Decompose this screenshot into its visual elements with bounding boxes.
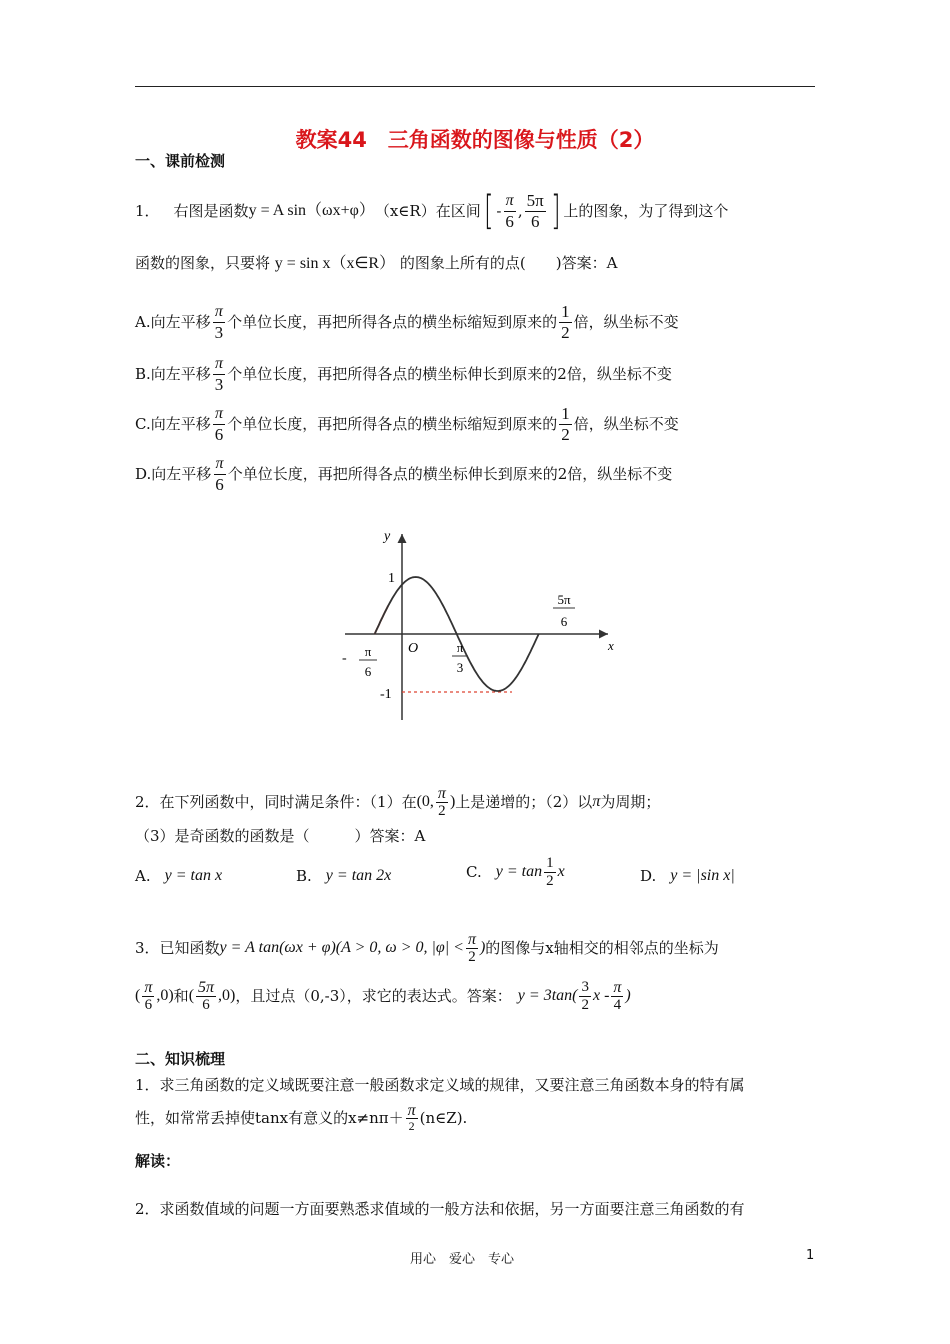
q2-line1-c: 为周期； bbox=[600, 793, 661, 811]
interval-lo-sign: - bbox=[496, 202, 502, 220]
q2-option-c: C. y = tan $\frac{1}{2}$ x bbox=[466, 854, 565, 889]
tick-neg-pi6-den: 6 bbox=[364, 664, 372, 679]
q1-text-b: （x∈R）在区间 bbox=[374, 202, 481, 220]
q3-func: y = A tan(ωx + φ)(A > 0, ω > 0, |φ| < bbox=[219, 939, 464, 956]
q3-line1-a: 3．已知函数 bbox=[135, 939, 220, 957]
q1-line2-b: 的图象上所有的点( )答案：A bbox=[399, 254, 618, 272]
sine-graph bbox=[340, 520, 620, 730]
q3-line1: 3．已知函数 y = A tan(ωx + φ)(A > 0, ω > 0, |φ| < $\frac{\pi}{2}$ ) 的图像与x轴相交的相邻点的坐标为 bbox=[135, 930, 719, 965]
q3-line2: ( $\frac{\pi}{6}$ ,0) 和 ( $\frac{5\pi}{6}$ ,0) ，且过点（0,-3），求它的表达式。答案： y = 3tan( $\frac{3}{2}$ x - $\frac{\pi}{4}$ ) bbox=[135, 978, 631, 1013]
q3-line2-b: ，且过点（0,-3），求它的表达式。答案： bbox=[235, 987, 512, 1005]
section-heading-2: 二、知识梳理 bbox=[135, 1050, 226, 1068]
tick-5pi6-num: 5π bbox=[557, 592, 571, 607]
section-heading-1: 一、课前检测 bbox=[135, 152, 226, 170]
q1-option-a: A.向左平移 $\frac{\pi}{3}$ 个单位长度，再把所得各点的横坐标缩短到原来的 $\frac{1}{2}$ 倍，纵坐标不变 bbox=[135, 301, 679, 342]
page-footer: 用心 爱心 专心 bbox=[410, 1252, 515, 1267]
q2-option-b: B. y = tan 2x bbox=[296, 867, 392, 885]
q1-option-b: B.向左平移 $\frac{\pi}{3}$ 个单位长度，再把所得各点的横坐标伸长到原来的2倍，纵坐标不变 bbox=[135, 354, 672, 394]
k1-line2: 性，如常常丢掉使tanx有意义的x≠nπ＋ $\frac{\pi}{2}$ (n∈Z). bbox=[135, 1101, 468, 1133]
y-axis-label: y bbox=[384, 529, 391, 544]
interval-lo-fraction: $\frac{\pi}{6}$ bbox=[505, 191, 514, 231]
q1-line1: 1． 右图是函数 y = A sin（ωx+φ） （x∈R）在区间 [ - $\frac{\pi}{6}$ , $\frac{5\pi}{6}$ ] 上的图象，为了得到这个 bbox=[135, 188, 729, 234]
q1-text-a: 右图是函数 bbox=[173, 202, 249, 220]
q1-line2-func: y = sin x（x∈R） bbox=[274, 255, 396, 272]
q3-line1-b: 的图像与x轴相交的相邻点的坐标为 bbox=[485, 939, 719, 957]
tick-label-neg-one: -1 bbox=[380, 687, 392, 702]
page-title: 教案44 三角函数的图像与性质（2） bbox=[295, 128, 655, 152]
x-axis-label: x bbox=[608, 638, 614, 653]
q2-interval-fraction: $\frac{\pi}{2}$ bbox=[437, 784, 446, 819]
tick-label-one: 1 bbox=[388, 571, 395, 586]
q1-option-c: C.向左平移 $\frac{\pi}{6}$ 个单位长度，再把所得各点的横坐标缩短到原来的 $\frac{1}{2}$ 倍，纵坐标不变 bbox=[135, 403, 679, 444]
q2-line2: （3）是奇函数的函数是（ ）答案：A bbox=[135, 827, 426, 845]
tick-5pi6-den: 6 bbox=[560, 614, 568, 629]
page-number: 1 bbox=[806, 1248, 815, 1263]
q3-answer: y = 3tan( bbox=[517, 987, 578, 1004]
q1-number: 1． bbox=[135, 202, 160, 220]
tick-neg-pi6-num: π bbox=[364, 644, 372, 659]
left-bracket: [ bbox=[483, 188, 494, 234]
q1-func: y = A sin（ωx+φ） bbox=[248, 202, 375, 219]
k2-line: 2．求函数值域的问题一方面要熟悉求值域的一般方法和依据，另一方面要注意三角函数的有 bbox=[135, 1200, 745, 1218]
origin-label: O bbox=[408, 641, 419, 656]
q2-option-a: A. y = tan x bbox=[135, 867, 223, 885]
q2-line1: 2．在下列函数中，同时满足条件：（1）在 (0, $\frac{\pi}{2}$ ) 上是递增的；（2）以 π 为周期； bbox=[135, 784, 661, 819]
q1-line2 bbox=[135, 252, 617, 275]
q1-option-d: D.向左平移 $\frac{\pi}{6}$ 个单位长度，再把所得各点的横坐标伸长到原来的2倍，纵坐标不变 bbox=[135, 454, 673, 494]
k1-line1: 1．求三角函数的定义域既要注意一般函数求定义域的规律，又要注意三角函数本身的特有属 bbox=[135, 1076, 745, 1094]
right-bracket: ] bbox=[550, 188, 561, 234]
q2-line1-b: 上是递增的；（2）以 bbox=[455, 793, 593, 811]
q1-line2-a: 函数的图象，只要将 bbox=[135, 254, 271, 272]
interval-hi-fraction: $\frac{5\pi}{6}$ bbox=[526, 190, 544, 231]
q1-text-c: 上的图象，为了得到这个 bbox=[563, 202, 729, 220]
tick-neg-pi6-sign: - bbox=[342, 651, 347, 666]
tick-pi3-num: π bbox=[456, 640, 464, 655]
jiedu-heading: 解读： bbox=[135, 1152, 181, 1170]
q2-option-d: D. y = |sin x| bbox=[640, 867, 735, 885]
header-rule bbox=[135, 86, 815, 87]
tick-pi3-den: 3 bbox=[456, 660, 464, 675]
q2-line1-a: 2．在下列函数中，同时满足条件：（1）在 bbox=[135, 793, 417, 811]
